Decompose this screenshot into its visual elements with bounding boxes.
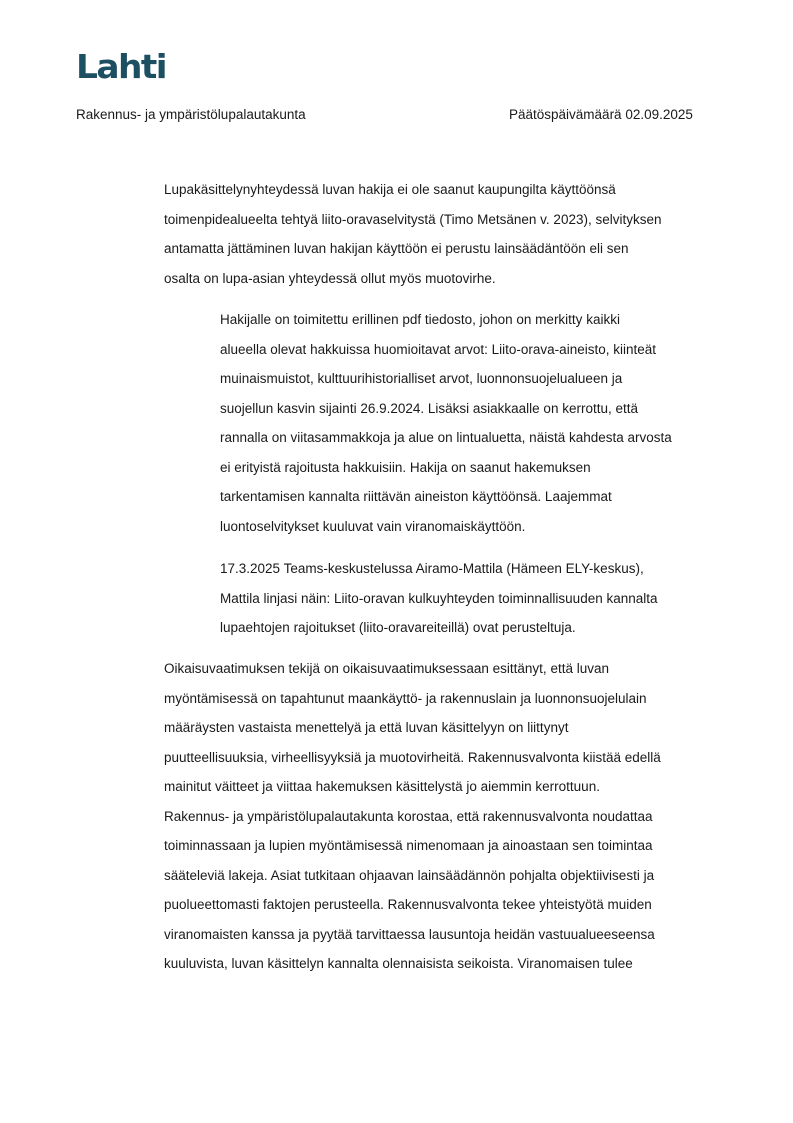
text-line: Oikaisuvaatimuksen tekijä on oikaisuvaatimuksessaan esittänyt, että luvan [164,661,609,676]
paragraph-3-indented [220,554,658,643]
text-line: kuuluvista, luvan käsittelyn kannalta olennaisista seikoista. Viranomaisen tulee [164,956,633,971]
decision-date: Päätöspäivämäärä 02.09.2025 [509,107,693,122]
text-line: lupaehtojen rajoitukset (liito-oravareiteillä) ovat perusteltuja. [220,620,576,635]
text-line: viranomaisten kanssa ja pyytää tarvittaessa lausuntoja heidän vastuualueeseensa [164,926,655,942]
paragraph-4 [164,654,661,979]
text-line: sääteleviä lakeja. Asiat tutkitaan ohjaavan lainsäädännön pohjalta objektiivisesti ja [164,867,655,883]
text-line: alueella olevat hakkuissa huomioitavat arvot: Liito-orava-aineisto, kiinteät [220,341,656,357]
text-line: Mattila linjasi näin: Liito-oravan kulkuyhteyden toiminnallisuuden kannalta [220,590,658,606]
text-line: myöntämisessä on tapahtunut maankäyttö- ja rakennuslain ja luonnonsuojelulain [164,690,647,706]
text-line: 17.3.2025 Teams-keskustelussa Airamo-Mattila (Hämeen ELY-keskus), [220,561,644,576]
text-line: toimenpidealueelta tehtyä liito-oravaselvitystä (Timo Metsänen v. 2023), selvityksen [164,211,662,227]
text-line: Rakennus- ja ympäristölupalautakunta korostaa, että rakennusvalvonta noudattaa [164,808,653,824]
text-line: määräysten vastaista menettelyä ja että luvan käsittelyyn on liittynyt [164,720,569,735]
paragraph-1 [164,175,661,293]
text-line: puutteellisuuksia, virheellisyyksiä ja muotovirheitä. Rakennusvalvonta kiistää edellä [164,749,661,765]
text-line: antamatta jättäminen luvan hakijan käyttöön ei perustu lainsäädäntöön eli sen [164,241,629,256]
logo-text: Lahti [76,47,166,84]
paragraph-2-indented [220,305,672,541]
organization-name: Rakennus- ja ympäristölupalautakunta [76,107,306,122]
text-line: Lupakäsittelynyhteydessä luvan hakija ei ole saanut kaupungilta käyttöönsä [164,182,616,197]
text-line: mainitut väitteet ja viittaa hakemuksen käsittelystä jo aiemmin kerrottuun. [164,779,600,794]
text-line: suojellun kasvin sijainti 26.9.2024. Lisäksi asiakkaalle on kerrottu, että [220,400,638,416]
text-line: rannalla on viitasammakkoja ja alue on lintualuetta, näistä kahdesta arvosta [220,430,672,445]
text-line: puolueettomasti faktojen perusteella. Rakennusvalvonta tekee yhteistyötä muiden [164,897,652,912]
lahti-logo [76,44,168,84]
text-line: muinaismuistot, kulttuurihistorialliset arvot, luonnonsuojelualueen ja [220,371,623,386]
text-line: ei erityistä rajoitusta hakkuisiin. Hakija on saanut hakemuksen [220,459,591,475]
text-line: toiminnassaan ja lupien myöntämisessä nimenomaan ja ainoastaan sen toimintaa [164,838,653,853]
text-line: Hakijalle on toimitettu erillinen pdf tiedosto, johon on merkitty kaikki [220,312,620,327]
text-line: luontoselvitykset kuuluvat vain viranomaiskäyttöön. [220,518,526,534]
text-line: tarkentamisen kannalta riittävän aineiston käyttöönsä. Laajemmat [220,489,612,504]
text-line: osalta on lupa-asian yhteydessä ollut myös muotovirhe. [164,270,496,286]
